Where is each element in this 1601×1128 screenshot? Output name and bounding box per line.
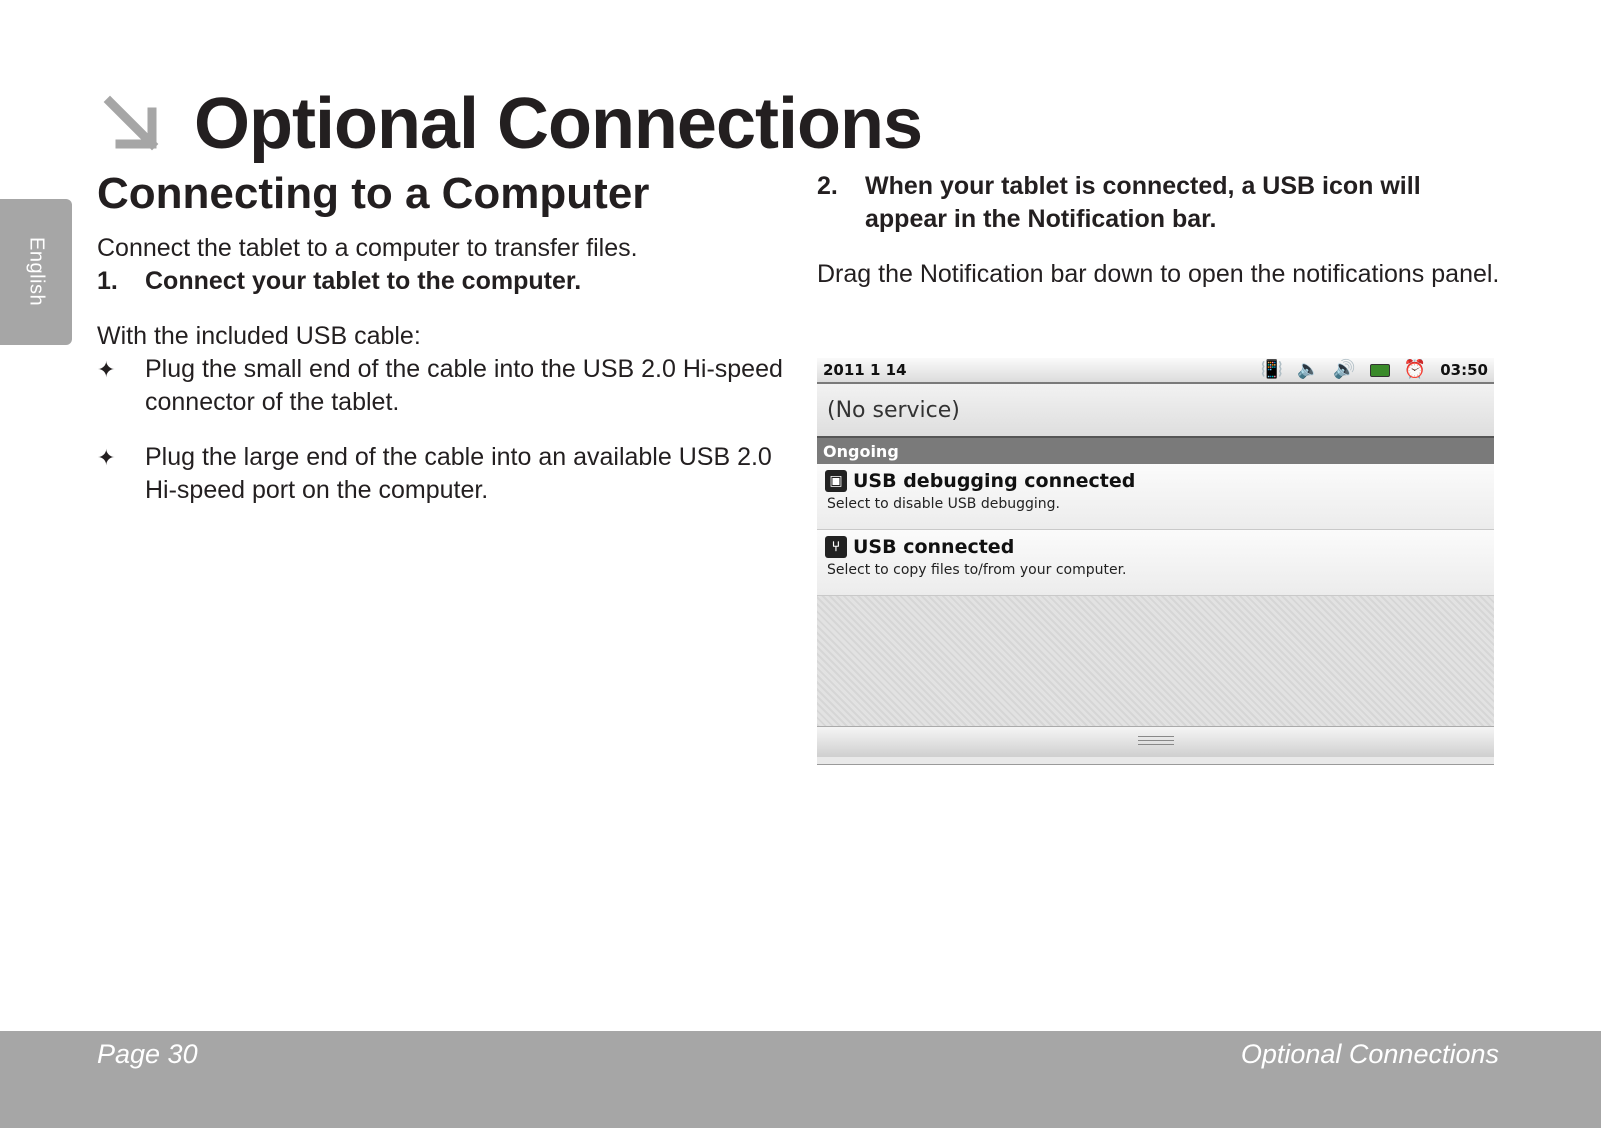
status-icons [1261,361,1488,379]
left-column [97,170,787,507]
page-title: Optional Connections [194,84,922,164]
step-2-text: When your tablet is connected, a USB icon will appear in the Notification bar. [865,172,1421,233]
bullet-text: Plug the small end of the cable into the USB 2.0 Hi-speed connector of the tablet. [145,355,783,417]
right-column [817,170,1507,291]
empty-panel-area [817,596,1494,726]
bullet-item [97,441,787,507]
vibrate-icon: 📳 [1260,359,1283,380]
notification-screenshot [817,358,1494,765]
title-block [102,84,922,164]
language-tab [0,199,72,345]
page-number: Page 30 [97,1039,198,1069]
step-1-number: 1. [97,267,118,296]
notification-usb-debugging[interactable] [817,464,1494,530]
language-tab-label: English [25,237,48,307]
star-bullet-icon: ✦ [97,357,116,383]
notification-subtitle: Select to copy files to/from your computer. [827,562,1127,578]
notification-subtitle: Select to disable USB debugging. [827,496,1060,512]
step-2-number: 2. [817,172,838,200]
step-1-text: Connect your tablet to the computer. [145,267,582,296]
section-heading: Connecting to a Computer [97,169,650,218]
volume-loud-icon: 🔊 [1333,359,1356,380]
drag-handle[interactable] [817,726,1494,757]
bullet-item [97,353,787,419]
status-time: 03:50 [1440,361,1488,379]
notification-title: USB debugging connected [853,470,1136,492]
grip-icon [1138,736,1174,748]
cable-intro: With the included USB cable: [97,322,421,351]
step-2 [817,170,1507,236]
ongoing-header: Ongoing [817,438,1494,464]
intro-text: Connect the tablet to a computer to transfer files. [97,234,638,263]
status-bar [817,358,1494,384]
footer [0,1031,1601,1128]
battery-icon [1370,364,1390,377]
arrow-down-right-icon [102,94,162,154]
star-bullet-icon: ✦ [97,445,116,471]
drag-text: Drag the Notification bar down to open the notifications panel. [817,260,1500,288]
bullet-text: Plug the large end of the cable into an available USB 2.0 Hi-speed port on the computer. [145,443,772,505]
alarm-icon: ⏰ [1403,359,1427,380]
notification-title: USB connected [853,536,1015,558]
step-1 [97,265,787,298]
volume-icon: 🔈 [1296,359,1320,380]
status-date: 2011 1 14 [823,361,907,379]
notification-usb-connected[interactable] [817,530,1494,596]
android-icon: ▣ [825,470,847,492]
carrier-status: (No service) [817,384,1494,438]
footer-section: Optional Connections [1240,1039,1499,1069]
usb-icon: ⑂ [825,536,847,558]
